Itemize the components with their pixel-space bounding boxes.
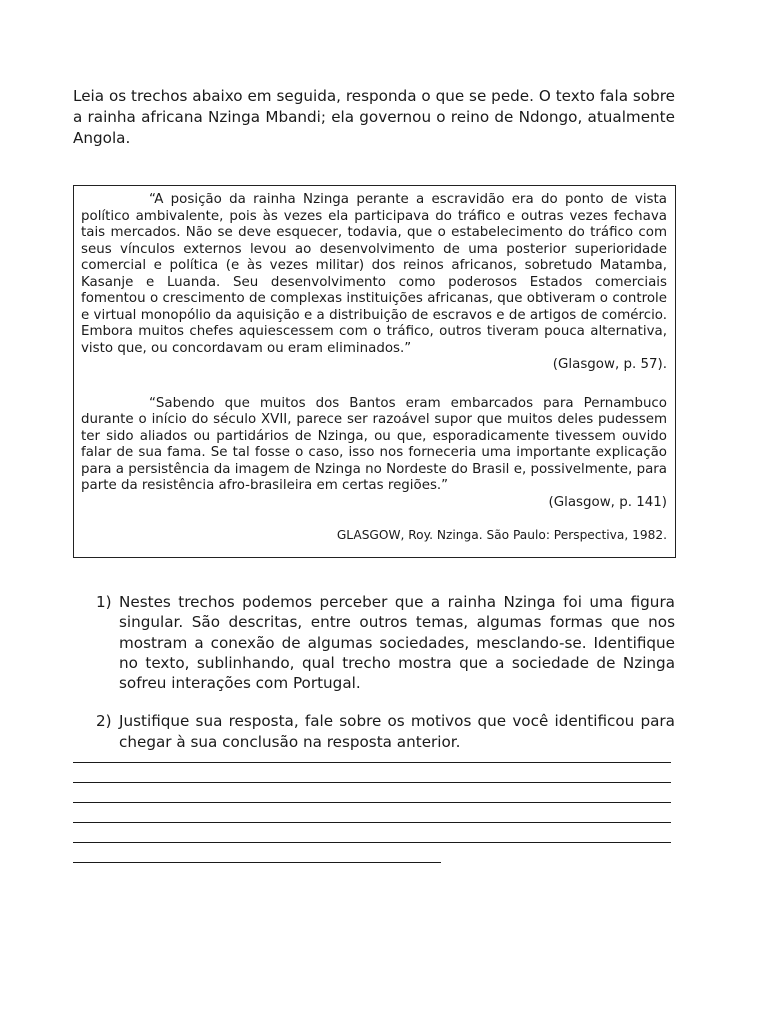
answer-line[interactable] [73,842,671,843]
answer-line[interactable] [73,862,441,863]
answer-line[interactable] [73,822,671,823]
answer-line[interactable] [73,762,671,763]
answer-line[interactable] [73,802,671,803]
question-2 [96,711,675,752]
question-1-text: Nestes trechos podemos perceber que a rainha Nzinga foi uma figura singular. São descritas, entre outros temas, algumas formas que nos mostram a conexão de algumas sociedades, mesclando-se. Identifique no texto, sublinhando, qual trecho mostra que a sociedade de Nzinga sofreu interações com Portugal. [119,593,675,693]
intro-paragraph: Leia os trechos abaixo em seguida, responda o que se pede. O texto fala sobre a rainha africana Nzinga Mbandi; ela governou o reino de Ndongo, atualmente Angola. [73,87,675,147]
question-2-number: 2) [96,712,112,731]
question-list [96,592,675,752]
question-2-text: Justifique sua resposta, fale sobre os motivos que você identificou para chegar à sua conclusão na resposta anterior. [119,712,675,751]
question-1 [96,592,675,693]
excerpts-box [73,185,676,558]
excerpt-2-text: “Sabendo que muitos dos Bantos eram embarcados para Pernambuco durante o início do século XVII, parece ser razoável supor que muitos deles pudessem ter sido aliados ou partidários de Nzinga, ou que, esporadicamente tivessem ouvido falar de sua fama. Se tal fosse o caso, isso nos forneceria uma importante explicação para a persistência da imagem de Nzinga no Nordeste do Brasil e, possivelmente, para parte da resistência afro-brasileira em certas regiões.” [81,395,667,493]
bibliographic-reference: GLASGOW, Roy. Nzinga. São Paulo: Perspectiva, 1982. [336,528,667,542]
excerpt-1-text: “A posição da rainha Nzinga perante a escravidão era do ponto de vista político ambivalente, pois às vezes ela participava do tráfico e outras vezes fechava tais mercados. Não se deve esquecer, todavia, que o estabelecimento do tráfico com seus vínculos externos levou ao desenvolvimento de uma posterior superioridade comercial e política (e às vezes militar) dos reinos africanos, sobretudo Matamba, Kasanje e Luanda. Seu desenvolvimento como poderosos Estados comerciais fomentou o crescimento de complexas instituições africanas, que obtiveram o controle e virtual monopólio da aquisição e a distribuição de escravos e de artigos de comércio. Embora muitos chefes aquiescessem com o tráfico, outros tiveram pouca alternativa, visto que, ou concordavam ou eram eliminados.” [81,192,667,356]
answer-line[interactable] [73,782,671,783]
excerpt-1-citation: (Glasgow, p. 57). [552,357,667,372]
question-1-number: 1) [96,593,112,611]
excerpt-2-citation: (Glasgow, p. 141) [548,494,667,510]
answer-lines[interactable] [73,762,671,882]
